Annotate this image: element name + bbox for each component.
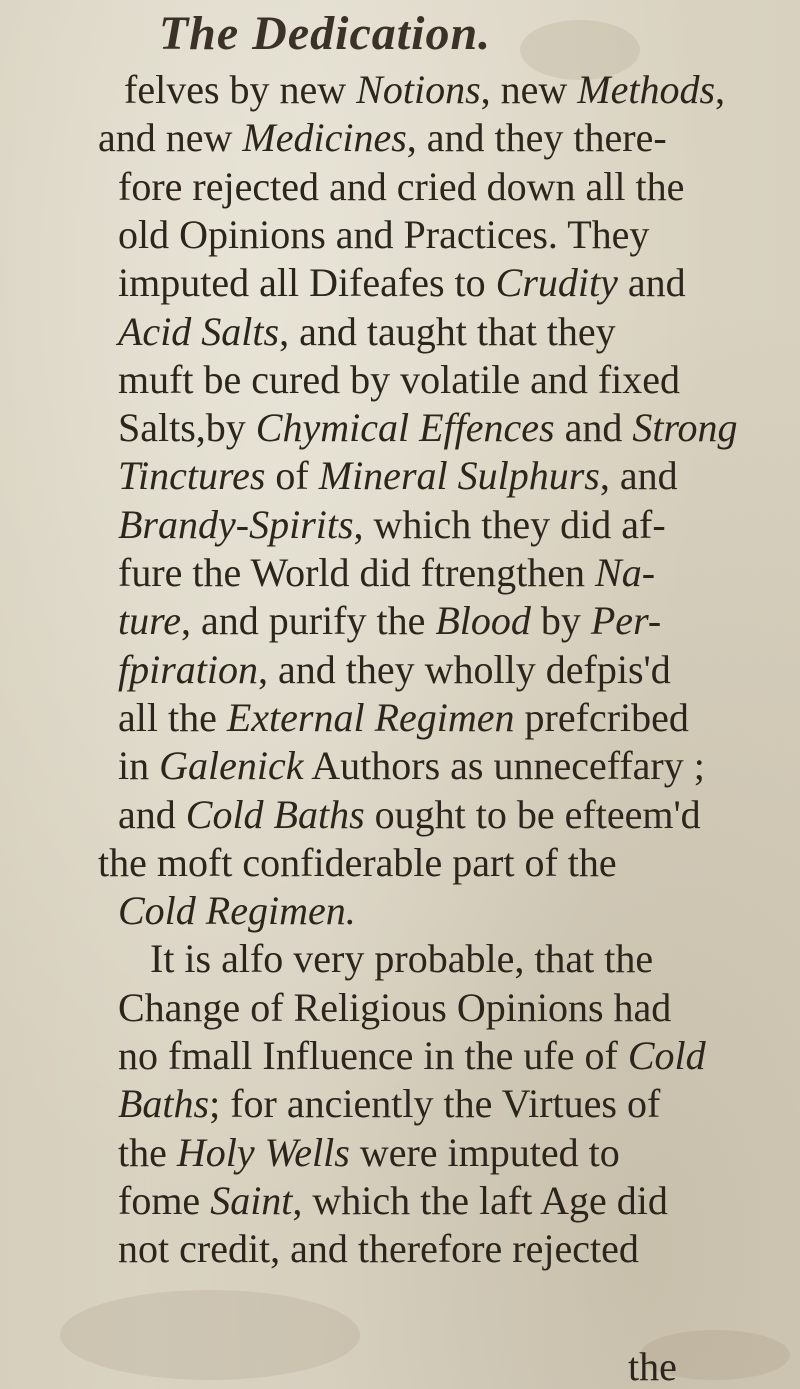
text-line <box>118 1081 661 1126</box>
italic-segment: Chymical Effences <box>255 405 555 450</box>
italic-segment: Acid Salts <box>118 309 280 354</box>
text-line <box>118 1033 706 1078</box>
text-line <box>118 212 650 257</box>
text-line <box>118 1226 639 1271</box>
italic-segment: Medicines <box>242 115 407 160</box>
italic-segment: Cold Regimen. <box>118 888 356 933</box>
text-segment: and new <box>98 115 243 160</box>
text-segment: , and they wholly defpis'd <box>258 647 671 692</box>
italic-segment: Brandy-Spirits <box>118 502 354 547</box>
text-segment: , <box>715 67 726 112</box>
text-line <box>118 405 738 450</box>
catchword: the <box>628 1344 677 1389</box>
italic-segment: Na- <box>595 550 656 595</box>
text-line <box>118 888 356 933</box>
italic-segment: fpiration <box>118 647 259 692</box>
text-segment: and <box>554 405 633 450</box>
text-segment: in <box>118 743 160 788</box>
text-line <box>118 550 656 595</box>
italic-segment: Notions <box>356 67 481 112</box>
text-segment: ought to be efteem'd <box>364 792 701 837</box>
text-line <box>98 840 617 885</box>
text-segment: not credit, and therefore rejected <box>118 1226 639 1271</box>
text-line <box>118 598 662 643</box>
italic-segment: ture <box>118 598 181 643</box>
text-segment: , and they there- <box>406 115 667 160</box>
text-segment: It is alfo very probable, that the <box>150 936 654 981</box>
text-segment: , which the laft Age did <box>292 1178 668 1223</box>
text-line <box>118 1178 668 1223</box>
text-line <box>118 743 705 788</box>
text-segment: and <box>118 792 186 837</box>
text-segment: the moft confiderable part of the <box>98 840 617 885</box>
text-segment: fome <box>118 1178 211 1223</box>
text-line <box>150 936 654 981</box>
text-segment: , new <box>480 67 578 112</box>
text-line <box>118 164 685 209</box>
text-segment: ; for anciently the Virtues of <box>209 1081 661 1126</box>
text-line <box>118 357 681 402</box>
text-segment: Change of Religious Opinions had <box>118 985 672 1030</box>
italic-segment: Cold <box>627 1033 706 1078</box>
italic-segment: Baths <box>118 1081 210 1126</box>
text-line <box>118 985 672 1030</box>
text-line <box>118 695 689 740</box>
text-segment: Salts,by <box>118 405 256 450</box>
text-line <box>118 647 671 692</box>
italic-segment: External Regimen <box>226 695 515 740</box>
paper-stain <box>60 1290 360 1380</box>
text-segment: the <box>118 1130 177 1175</box>
text-line <box>118 502 666 547</box>
text-line <box>118 792 701 837</box>
italic-segment: Strong <box>632 405 738 450</box>
text-segment: , and purify the <box>180 598 436 643</box>
text-segment: all the <box>118 695 227 740</box>
text-segment: imputed all Difeafes to <box>118 260 496 305</box>
text-segment: muft be cured by volatile and fixed <box>118 357 681 402</box>
text-line <box>118 260 686 305</box>
text-segment: fure the World did ftrengthen <box>118 550 596 595</box>
text-segment: felves by new <box>124 67 357 112</box>
italic-segment: Holy Wells <box>176 1130 350 1175</box>
text-segment: prefcribed <box>514 695 689 740</box>
text-line <box>118 309 616 354</box>
text-segment: Authors as unneceffary ; <box>303 743 705 788</box>
text-segment: , and taught that they <box>279 309 616 354</box>
italic-segment: Tinctures <box>118 453 266 498</box>
text-segment: , which they did af- <box>353 502 666 547</box>
text-segment: fore rejected and cried down all the <box>118 164 685 209</box>
text-line <box>124 67 726 112</box>
text-segment: were imputed to <box>349 1130 620 1175</box>
italic-segment: Blood <box>435 598 531 643</box>
text-segment: by <box>530 598 591 643</box>
text-segment: old Opinions and Practices. They <box>118 212 650 257</box>
text-line <box>118 1130 620 1175</box>
text-segment: of <box>265 453 319 498</box>
italic-segment: Crudity <box>495 260 618 305</box>
italic-segment: Cold Baths <box>185 792 365 837</box>
text-line <box>118 453 678 498</box>
italic-segment: Methods <box>577 67 716 112</box>
italic-segment: Mineral Sulphurs <box>318 453 600 498</box>
running-head: The Dedication. <box>158 7 492 60</box>
text-segment: , and <box>599 453 678 498</box>
italic-segment: Per- <box>590 598 662 643</box>
italic-segment: Saint <box>210 1178 293 1223</box>
text-segment: and <box>617 260 686 305</box>
text-line <box>98 115 667 160</box>
text-segment: no fmall Influence in the ufe of <box>118 1033 628 1078</box>
italic-segment: Galenick <box>159 743 304 788</box>
